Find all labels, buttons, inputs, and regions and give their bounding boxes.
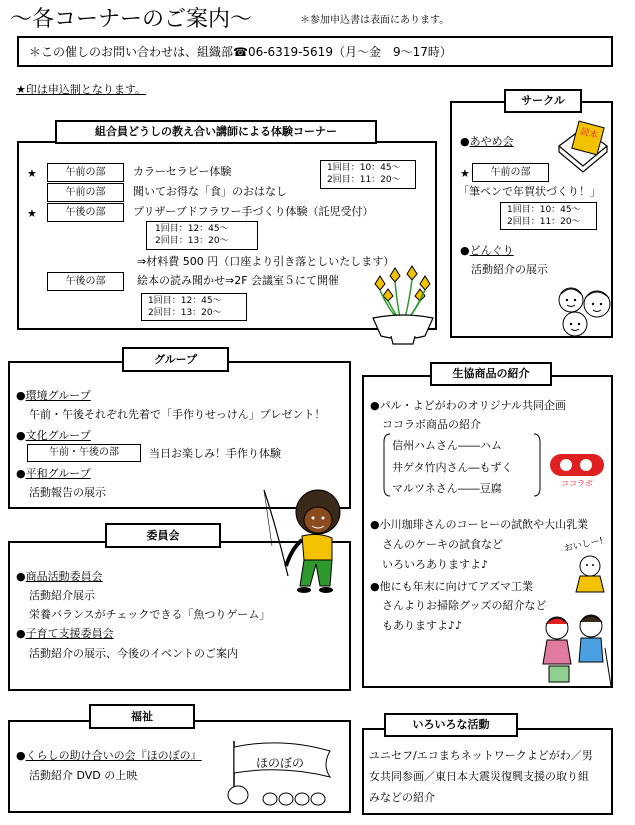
brand-1: 信州ハムさん――ハム <box>392 439 502 452</box>
exchange-item-3: プリザーブドフラワー手づくり体験（託児受付） <box>133 205 374 218</box>
oishii-label: おいしー! <box>563 536 605 555</box>
group-env: ● 環境グループ <box>16 389 91 403</box>
activities-line-2: 女共同参画／東日本大震災復興支援の取り組 <box>369 770 589 783</box>
tasting-illustration <box>560 536 614 596</box>
group-culture-time-badge: 午前・午後の部 <box>27 444 141 462</box>
kids-faces-illustration <box>553 282 619 340</box>
book-illustration <box>553 116 613 176</box>
time-badge-1: 午前の部 <box>47 163 124 182</box>
exchange-title-box <box>55 120 377 144</box>
exchange-title: 組合員どうしの教え合い講師による体験コーナー <box>95 125 337 138</box>
circle-time-badge: 午前の部 <box>472 163 549 182</box>
products-item-2-line-2: さんのケーキの試食など <box>382 538 503 551</box>
application-note: ＊参加申込書は表面にあります。 <box>300 15 450 26</box>
circle-title: サークル <box>521 94 565 107</box>
cleaning-kids-illustration <box>535 608 613 688</box>
schedule-box-2: 1回目：12：45～ 2回目：13：20～ <box>146 221 258 250</box>
circle-ayame-text: 「筆ペンで年賀状づくり！」 <box>458 185 601 198</box>
welfare-item: ● くらしの助け合いの会『ほのぼの』 <box>16 749 202 763</box>
exchange-item-2: 聞いてお得な「食」のおはなし <box>133 185 287 198</box>
activities-line-1: ユニセフ/エコまちネットワークよどがわ／男 <box>369 749 593 762</box>
schedule-box-1: 1回目：10：45～ 2回目：11：20～ <box>320 160 416 189</box>
time-badge-2: 午前の部 <box>47 183 124 202</box>
group-culture: ● 文化グループ <box>16 429 91 443</box>
page-title: ～各コーナーのご案内～ <box>10 7 253 32</box>
reserve-star-2: ★ <box>27 207 37 220</box>
committee-product-line-1: 活動紹介展示 <box>29 589 95 602</box>
schedule-box-3: 1回目：12：45～ 2回目：13：20～ <box>141 293 247 321</box>
time-badge-3: 午後の部 <box>47 203 124 222</box>
circle-ayame: ● あやめ会 <box>460 135 514 149</box>
honobono-chicks-illustration <box>222 737 340 809</box>
circle-donguri: ● どんぐり <box>460 244 514 258</box>
products-item-2: ● 小川珈琲さんのコーヒーの試飲や大山乳業 <box>370 518 588 532</box>
activities-title: いろいろな活動 <box>412 718 490 731</box>
reserve-note: ★印は申込制となります。 <box>16 83 146 96</box>
circle-schedule-box: 1回目：10：45～ 2回目：11：20～ <box>500 202 597 230</box>
welfare-title: 福祉 <box>131 710 153 723</box>
group-peace: ● 平和グループ <box>16 467 91 481</box>
brand-2: 井ゲタ竹内さん―もずく <box>392 461 513 474</box>
cocolabo-logo-icon <box>548 446 606 488</box>
committee-product-line-2: 栄養バランスがチェックできる「魚つりゲーム」 <box>29 608 271 621</box>
honobono-flag-text: ほのぼの <box>256 756 305 770</box>
products-item-2-line-3: いろいろありますよ♪ <box>382 558 489 571</box>
time-badge-4: 午後の部 <box>47 272 124 291</box>
committee-child: ● 子育て支援委員会 <box>16 627 114 641</box>
products-item-3-line-2: さんよりお掃除グッズの紹介など <box>382 599 547 612</box>
exchange-item-1: カラーセラピー体験 <box>133 165 232 178</box>
committee-product: ● 商品活動委員会 <box>16 570 103 584</box>
committee-child-text: 活動紹介の展示、今後のイベントのご案内 <box>29 647 238 660</box>
group-env-text: 午前・午後それぞれ先着で「手作りせっけん」プレゼント！ <box>29 408 326 421</box>
contact-box <box>17 36 613 67</box>
exchange-item-4: 絵本の読み聞かせ⇒2F 会議室５にて開催 <box>137 274 340 287</box>
products-item-3: ● 他にも年末に向けてアズマ工業 <box>370 580 533 594</box>
welfare-title-box <box>89 704 195 729</box>
group-title: グループ <box>153 353 198 366</box>
flower-pot-illustration <box>365 262 441 346</box>
products-title: 生協商品の紹介 <box>452 367 530 380</box>
material-fee: ⇒材料費 500 円（口座より引き落としいたします） <box>137 255 395 268</box>
book-label: 読本 <box>579 126 600 142</box>
brand-3: マルツネさん――豆腐 <box>392 482 502 495</box>
fishing-kid-illustration <box>252 486 352 610</box>
reserve-star-3: ★ <box>460 167 470 180</box>
products-item-3-line-3: もありますよ♪♪ <box>382 619 463 632</box>
products-item-1-sub: ココラボ商品の紹介 <box>382 418 481 431</box>
committee-title-box <box>105 523 221 548</box>
products-item-1: ● パル・よどがわのオリジナル共同企画 <box>370 399 566 413</box>
welfare-item-text: 活動紹介 DVD の上映 <box>29 769 138 782</box>
group-culture-text: 当日お楽しみ！手作り体験 <box>149 447 281 460</box>
contact-text: ＊この催しのお問い合わせは、組織部☎06-6319-5619（月～金 9～17時） <box>29 45 452 59</box>
circle-title-box <box>504 89 582 113</box>
circle-donguri-text: 活動紹介の展示 <box>471 263 548 276</box>
committee-title: 委員会 <box>146 529 180 542</box>
products-title-box <box>430 362 552 386</box>
activities-line-3: みなどの紹介 <box>369 791 435 804</box>
reserve-star-1: ★ <box>27 167 37 180</box>
cocolabo-label: ココラボ <box>561 479 593 488</box>
group-peace-text: 活動報告の展示 <box>29 486 106 499</box>
activities-title-box <box>384 713 518 737</box>
group-title-box <box>122 347 229 372</box>
